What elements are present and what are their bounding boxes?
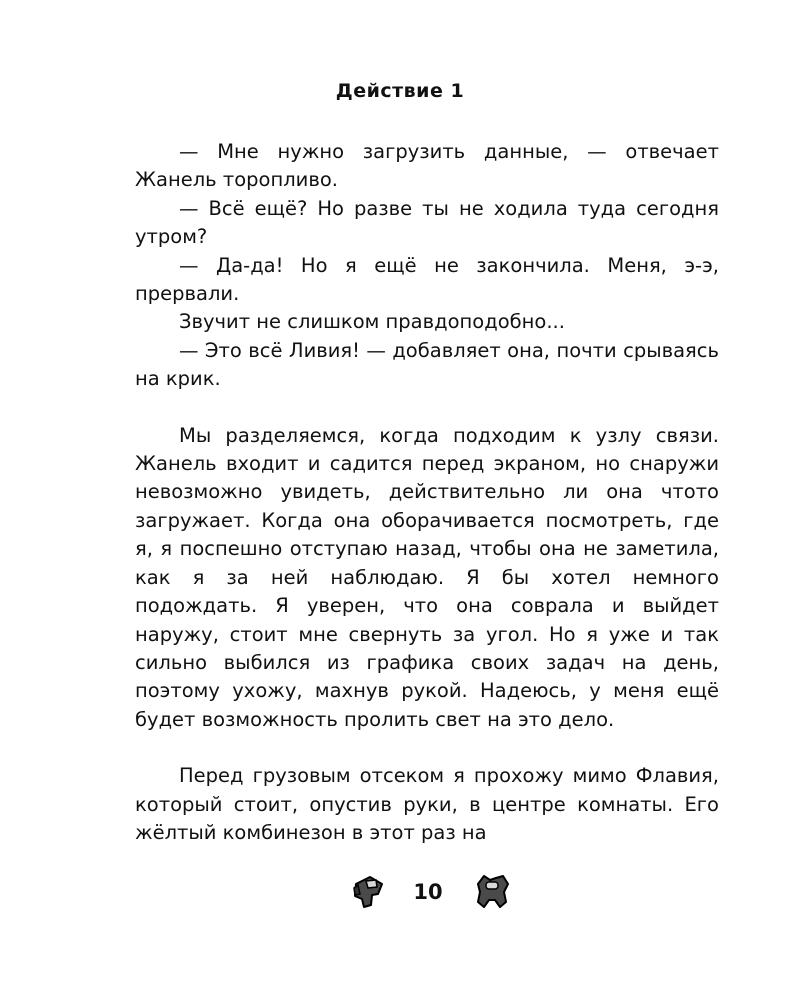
page-footer <box>0 870 800 920</box>
crewmate-icon <box>346 872 386 916</box>
page-body <box>135 138 719 847</box>
chapter-title: Действие 1 <box>335 80 465 102</box>
crewmate-icon <box>470 872 514 916</box>
narration-paragraph: Перед грузовым отсеком я прохожу мимо Флавия, который стоит, опустив руки, в центре комнаты. Его жёлтый комбинезон в этот раз на <box>135 764 719 844</box>
dialogue-line: — Всё ещё? Но разве ты не ходила туда сегодня утром? <box>135 196 719 249</box>
dialogue-line: — Да-да! Но я ещё не закончила. Меня, э-э, прервали. <box>135 253 719 306</box>
page-number: 10 <box>413 880 443 904</box>
narration-line: Звучит не слишком правдоподобно... <box>179 310 565 334</box>
dialogue-line: — Мне нужно загрузить данные, — отвечает Жанель торопливо. <box>135 140 719 192</box>
paragraph-gap <box>135 394 719 422</box>
narration-paragraph: Мы разделяемся, когда подходим к узлу связи. Жанель входит и садится перед экраном, но снаружи невозможно увидеть, действительно ли она чтото загружает. Когда она оборачивается посмотреть, где я, я поспешно отступаю назад, чтобы она не заметила, как я за ней наблюдаю. Я бы хотел немного подождать. Я уверен, что она соврала и выйдет наружу, стоит мне свернуть за угол. Но я уже и так сильно выбился из графика своих задач на день, поэтому ухожу, махнув рукой. Надеюсь, у меня ещё будет возможность пролить свет на это дело. <box>135 423 719 731</box>
dialogue-line: — Это всё Ливия! — добавляет она, почти срываясь на крик. <box>135 338 719 391</box>
paragraph-gap <box>135 734 719 762</box>
